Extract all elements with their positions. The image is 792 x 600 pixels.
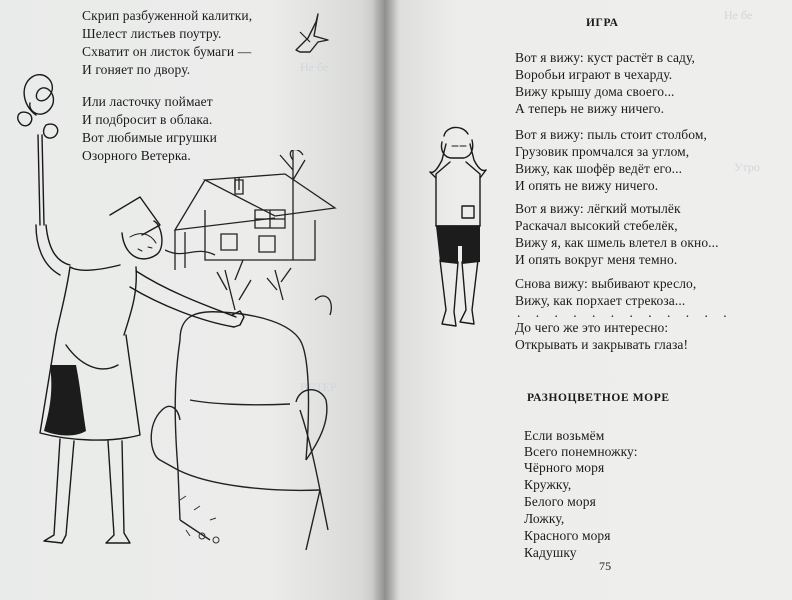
page-number: 75 [599,559,612,573]
child-covering-eyes-illustration [422,122,494,342]
poem-line: Кадушку [524,545,577,560]
poem-line: Ложку, [524,511,565,526]
poem-line: Скрип разбуженной калитки, [82,8,253,23]
poem-line: И подбросит в облака. [82,112,213,127]
poem-line: Вижу я, как шмель влетел в окно... [515,235,719,250]
bird-icon [290,10,334,60]
poem-line: Вижу, как порхает стрекоза... [515,293,686,308]
woman-illustration [10,65,250,555]
poem-line: Если возьмём [524,428,605,443]
poem-line: Красного моря [524,528,611,543]
poem-line: А теперь не вижу ничего. [515,101,665,116]
poem-line: Грузовик промчался за углом, [515,144,690,159]
poem-line: Вижу, как шофёр ведёт его... [515,161,683,176]
right-page [384,0,792,600]
left-page [0,0,384,600]
poem-line: Вот любимые игрушки [82,130,217,145]
poem-title-raznotsvetnoe-more: РАЗНОЦВЕТНОЕ МОРЕ [527,392,670,404]
poem-line: И гоняет по двору. [82,62,191,77]
poem-line: Схватит он листок бумаги — [82,44,252,59]
poem-line: До чего же это интересно: [515,320,669,335]
poem-ellipsis: . . . . . . . . . . . . [517,305,733,320]
bleed-through-text: ВЕТЕР [300,380,337,394]
book-gutter [372,0,398,600]
poem-line: И опять не вижу ничего. [515,178,659,193]
bleed-through-text: Не бе [300,60,329,74]
poem-line: Вижу крышу дома своего... [515,84,675,99]
poem-line: Вот я вижу: пыль стоит столбом, [515,127,707,142]
poem-line: Чёрного моря [524,460,605,475]
poem-line: Белого моря [524,494,596,509]
poem-line: Вот я вижу: лёгкий мотылёк [515,201,681,216]
poem-line: Открывать и закрывать глаза! [515,337,689,352]
poem-line: Шелест листьев поутру. [82,26,222,41]
poem-line: Вот я вижу: куст растёт в саду, [515,50,695,65]
poem-line: Воробьи играют в чехарду. [515,67,673,82]
poem-line: Озорного Ветерка. [82,148,191,163]
poem-line: Кружку, [524,477,572,492]
poem-line: Раскачал высокий стебелёк, [515,218,678,233]
poem-line: Всего понемножку: [524,444,638,459]
poem-line: Или ласточку поймает [82,94,213,109]
poem-line: И опять вокруг меня темно. [515,252,678,267]
poem-line: Снова вижу: выбивают кресло, [515,276,697,291]
poem-title-igra: ИГРА [586,17,619,29]
bleed-through-text: Утро [734,160,760,174]
bleed-through-text: Не бе [724,8,753,22]
